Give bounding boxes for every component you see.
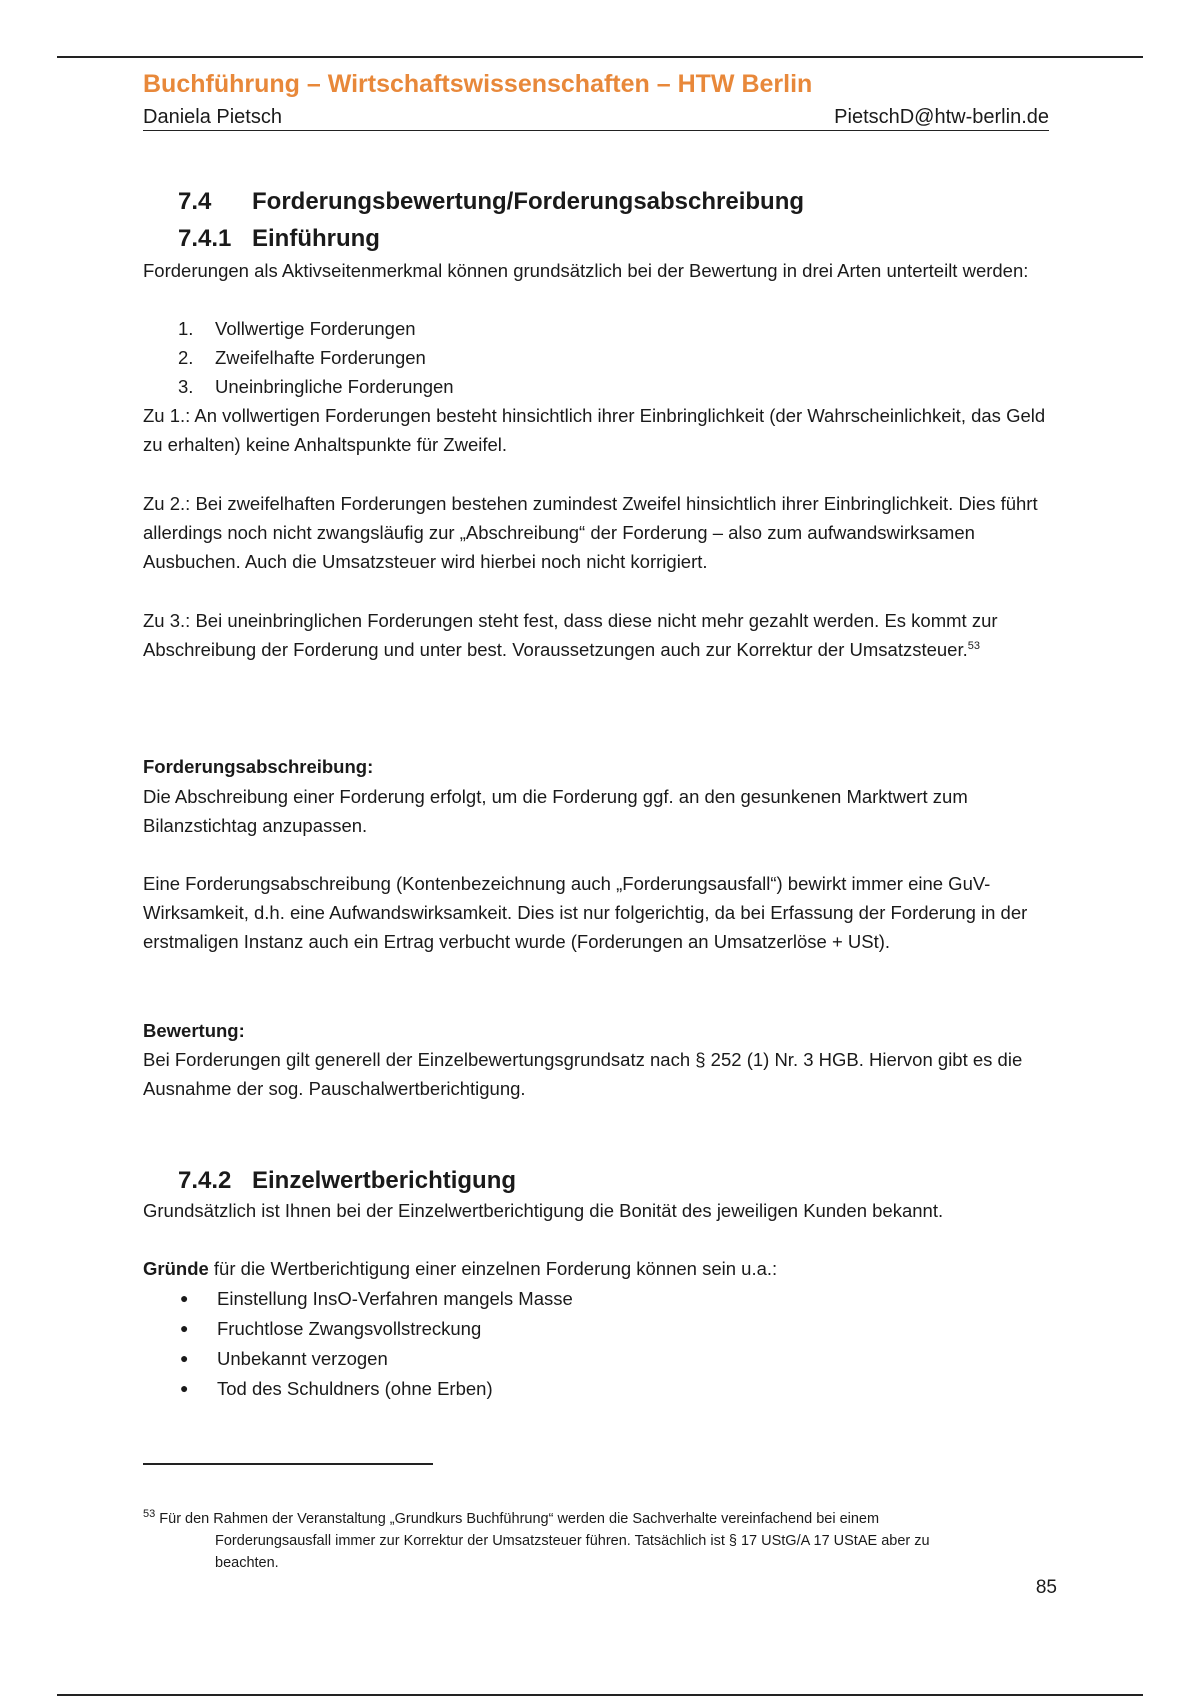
bullet-text: Einstellung InsO-Verfahren mangels Masse — [217, 1288, 573, 1309]
footnote — [143, 1508, 1033, 1574]
header-author: Daniela Pietsch — [143, 106, 282, 128]
subsection-title-2: Einzelwertberichtigung — [252, 1167, 517, 1194]
page-number: 85 — [1035, 1577, 1057, 1598]
section-heading — [178, 188, 804, 216]
header-email: PietschD@htw-berlin.de — [834, 106, 1049, 128]
abschreibung-p1: Die Abschreibung einer Forderung erfolgt, um die Forderung ggf. an den gesunkenen Marktwert zum Bilanzstichtag anzupassen. — [143, 786, 968, 836]
footnote-line-1: Für den Rahmen der Veranstaltung „Grundkurs Buchführung“ werden die Sachverhalte vereinfachend bei einem — [155, 1511, 880, 1527]
bullet-item — [178, 1374, 493, 1403]
zu3-text: Zu 3.: Bei uneinbringlichen Forderungen steht fest, dass diese nicht mehr gezahlt werden. Es kommt zur Abschreibung der Forderung und unter best. Voraussetzungen auch zur Korrektur der Umsatzsteuer. — [143, 610, 998, 660]
bullet-icon: ● — [180, 1320, 189, 1336]
bullet-text: Tod des Schuldners (ohne Erben) — [217, 1378, 493, 1399]
subsection-title-1: Einführung — [252, 225, 380, 252]
bullet-item — [178, 1314, 481, 1343]
bottom-rule — [57, 1694, 1143, 1696]
section-title: Forderungsbewertung/Forderungsabschreibung — [252, 188, 805, 215]
section-number: 7.4 — [178, 188, 212, 215]
list-marker: 2. — [178, 347, 194, 368]
bewertung-heading: Bewertung: — [143, 1020, 245, 1041]
footnote-ref: 53 — [967, 639, 980, 652]
bullet-item — [178, 1284, 573, 1313]
zu3-paragraph — [143, 606, 1063, 664]
gruende-rest: für die Wertberichtigung einer einzelnen Forderung können sein u.a.: — [208, 1258, 778, 1279]
bullet-item — [178, 1344, 388, 1373]
top-rule — [57, 56, 1143, 58]
intro-paragraph: Forderungen als Aktivseitenmerkmal können grundsätzlich bei der Bewertung in drei Arten unterteilt werden: — [143, 260, 1029, 281]
zu2-paragraph: Zu 2.: Bei zweifelhaften Forderungen bestehen zumindest Zweifel hinsichtlich ihrer Einbringlichkeit. Dies führt allerdings noch nicht zwangsläufig zur „Abschreibung“ der Forderung – also zum aufwandswirksamen Ausbuchen. Auch die Umsatzsteuer wird hierbei noch nicht korrigiert. — [143, 493, 1038, 572]
list-marker: 1. — [178, 318, 194, 339]
bullet-icon: ● — [180, 1350, 189, 1366]
footnote-line-3: beachten. — [215, 1555, 279, 1571]
abschreibung-heading: Forderungsabschreibung: — [143, 756, 374, 777]
bullet-icon: ● — [180, 1380, 189, 1396]
abschreibung-p2: Eine Forderungsabschreibung (Kontenbezeichnung auch „Forderungsausfall“) bewirkt immer eine GuV-Wirksamkeit, d.h. eine Aufwandswirksamkeit. Dies ist nur folgerichtig, da bei Erfassung der Forderung in der erstmaligen Instanz auch ein Ertrag verbucht wurde (Forderungen an Umsatzerlöse + USt). — [143, 873, 1028, 952]
bullet-text: Fruchtlose Zwangsvollstreckung — [217, 1318, 482, 1339]
subsection-number-1: 7.4.1 — [178, 225, 232, 252]
ewb-intro: Grundsätzlich ist Ihnen bei der Einzelwertberichtigung die Bonität des jeweiligen Kunden bekannt. — [143, 1200, 944, 1221]
zu1-paragraph: Zu 1.: An vollwertigen Forderungen besteht hinsichtlich ihrer Einbringlichkeit (der Wahrscheinlichkeit, das Geld zu erhalten) keine Anhaltspunkte für Zweifel. — [143, 405, 1046, 455]
header-title: Buchführung – Wirtschaftswissenschaften – HTW Berlin — [143, 70, 813, 98]
subsection-heading-1 — [178, 225, 380, 253]
subsection-number-2: 7.4.2 — [178, 1167, 232, 1194]
bewertung-p1: Bei Forderungen gilt generell der Einzelbewertungsgrundsatz nach § 252 (1) Nr. 3 HGB. Hiervon gibt es die Ausnahme der sog. Pauschalwertberichtigung. — [143, 1049, 1023, 1099]
subsection-heading-2 — [178, 1167, 516, 1195]
gruende-line — [143, 1254, 1063, 1283]
list-text: Vollwertige Forderungen — [215, 318, 416, 339]
list-item — [178, 343, 426, 372]
list-item — [178, 314, 416, 343]
bullet-icon: ● — [180, 1290, 189, 1306]
list-text: Zweifelhafte Forderungen — [215, 347, 426, 368]
bullet-text: Unbekannt verzogen — [217, 1348, 388, 1369]
footnote-separator — [143, 1463, 433, 1465]
list-item — [178, 372, 454, 401]
header-line — [143, 106, 1049, 131]
footnote-line-2: Forderungsausfall immer zur Korrektur der Umsatzsteuer führen. Tatsächlich ist § 17 UStG/A 17 UStAE aber zu — [215, 1533, 930, 1549]
list-text: Uneinbringliche Forderungen — [215, 376, 454, 397]
footnote-marker: 53 — [143, 1508, 156, 1521]
gruende-bold: Gründe — [143, 1258, 209, 1279]
list-marker: 3. — [178, 376, 194, 397]
